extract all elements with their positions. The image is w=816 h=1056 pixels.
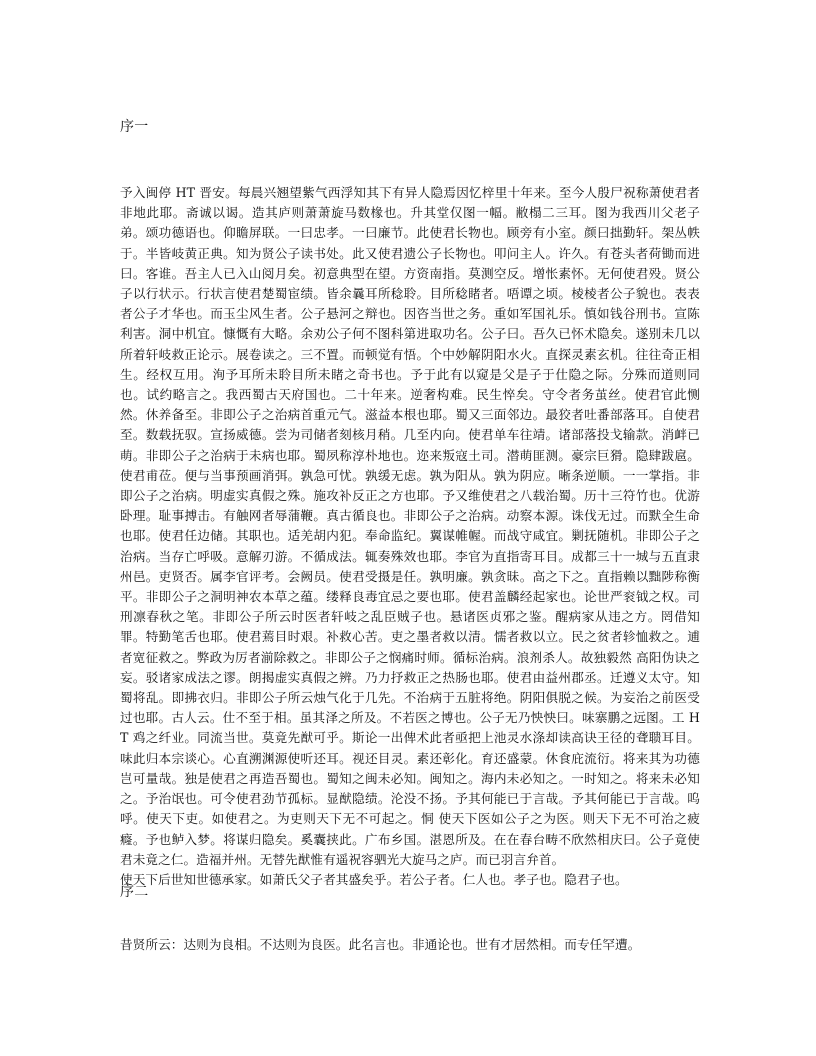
section-heading-preface-1: 序一 (120, 119, 149, 135)
section-body-preface-2: 昔贤所云：达则为良相。不达则为良医。此名言也。非通论也。世有才居然相。而专任罕遭。 (120, 937, 641, 952)
section-body-preface-1: 予入闽停 HT 晋安。每晨兴翘望紫气西浮知其下有异人隐焉因忆梓里十年来。至今人殷尸祝称萧使君者非地此耶。斋诚以谒。造其庐则萧萧旋马数椽也。升其堂仅图一幅。敝榻二三耳。图为我西川父老子弟。颂功德语也。仰瞻屏联。一曰忠孝。一曰廉节。此使君长物也。顾旁有小室。颜曰拙勤轩。架丛帙于。半皆岐黄正典。知为贤公子读书处。此又使君遗公子长物也。叩问主人。许久。有苍头者荷锄而进曰。客谁。吾主人已入山阅月矣。初意典型在望。方资南指。莫测空反。增怅素怀。无何使君殁。贤公子以行状示。行状言使君楚蜀宦绩。皆余曩耳所稔聆。目所稔睹者。唔谭之顷。棱棱者公子貌也。表表者公子才华也。而玉尘风生者。公子悬河之辩也。因咨当世之务。重如军国礼乐。慎如钱谷刑书。宣陈利害。洞中机宜。慷慨有大略。余劝公子何不图科第进取功名。公子曰。吾久已怀术隐矣。遂别未几以所着轩岐救正论示。展卷读之。三不置。而顿觉有悟。个中妙解阴阳水火。直探灵素玄机。往往奇正相生。经权互用。洵予耳所未聆目所未睹之奇书也。予于此有以窥是父是子于仕隐之际。分殊而道则同也。试约略言之。我西蜀古天府国也。二十年来。逆奢构难。民生悴矣。守令者务茧丝。使君官此恻然。休养备至。非即公子之治病首重元气。滋益本根也耶。蜀又三面邻边。最狡者吐番部落耳。自使君至。数载抚驭。宣扬威德。尝为司储者刻核月稍。几至内向。使君单车往靖。诸部落投戈输款。消衅已萌。非即公子之治病于未病也耶。蜀夙称淳朴地也。迩来叛寇土司。潜萌匪测。豪宗巨猾。隐肆跋扈。使君甫莅。便与当事预画消弭。孰急可忧。孰缓无虑。孰为阳从。孰为阴应。晰条逆顺。一一掌指。非即公子之治病。明虚实真假之殊。施攻补反正之方也耶。予又维使君之八载治蜀。历十三符竹也。优游卧理。耻事搏击。有触网者辱蒲鞭。真古循良也。非即公子之治病。动察本源。诛伐无过。而默全生命也耶。使君任边储。其职也。适羌胡内犯。奉命监纪。翼谋帷幄。而战守咸宜。剿抚随机。非即公子之治病。当存亡呼吸。意解刃游。不循成法。辄奏殊效也耶。李官为直指寄耳目。成都三十一城与五直隶州邑。吏贤否。属李官评考。会阙员。使君受摄是任。孰明廉。孰贪昧。高之下之。直指赖以黜陟称衡平。非即公子之洞明神农本草之蕴。缕释良毒宜忌之要也耶。使君盖麟经起家也。论世严衮钺之权。司刑凛春秋之笔。非即公子所云时医者轩岐之乱臣贼子也。悬诸医贞邪之鉴。醒病家从违之方。罔借知罪。特勤笔舌也耶。使君蔫目时艰。补救心苦。吏之墨者救以清。懦者救以立。民之贫者轸恤救之。逋者宽征救之。弊政为厉者湔除救之。非即公子之悯痛时师。循标治病。浪剂杀人。故独毅然 高阳伪诀之妄。驳诸家成法之谬。朗揭虚实真假之辨。乃力抒救正之热肠也耶。使君由益州郡丞。迁遵义太守。知蜀将乱。即拂衣归。非即公子所云烛气化于几先。不治病于五脏将绝。阴阳俱脱之候。为妄治之前医受过也耶。古人云。仕不至于相。虽其泽之所及。不若医之博也。公子无乃怏怏曰。味寨鹏之远图。工 HT 鸡之纤业。同流当世。莫竟先猷可乎。斯论一出俾术此者亟把上池灵水涤却读高诀王径的聋聩耳目。味此归本宗谈心。心直溯渊源使听还耳。视还目灵。素还彰化。育还盛蒙。休食庇流衍。将来其为功德岂可量哉。独是使君之再造吾蜀也。蜀知之闽未必知。闽知之。海内未必知之。一时知之。将来未必知之。予治氓也。可令使君劲节孤标。显猷隐绩。沦没不扬。予其何能已于言哉。予其何能已于言哉。呜呼。使天下吏。如使君之。为吏则天下无不可起之。恫 使天下医如公子之为医。则天下无不可治之疲癃。予也鲈入梦。将谋归隐矣。奚囊挟此。广布乡国。湛恩所及。在在春台畴不欣然相庆曰。公子竟使君未竟之仁。造福并州。无替先猷惟有遥祝容驷光大旋马之庐。而已羽言弁首。 使天下后世知世德承家。如萧氏父子者其盛矣乎。若公子者。仁人也。孝子也。隐君子也。 (120, 185, 700, 887)
section-heading-preface-2: 序二 (120, 884, 149, 900)
